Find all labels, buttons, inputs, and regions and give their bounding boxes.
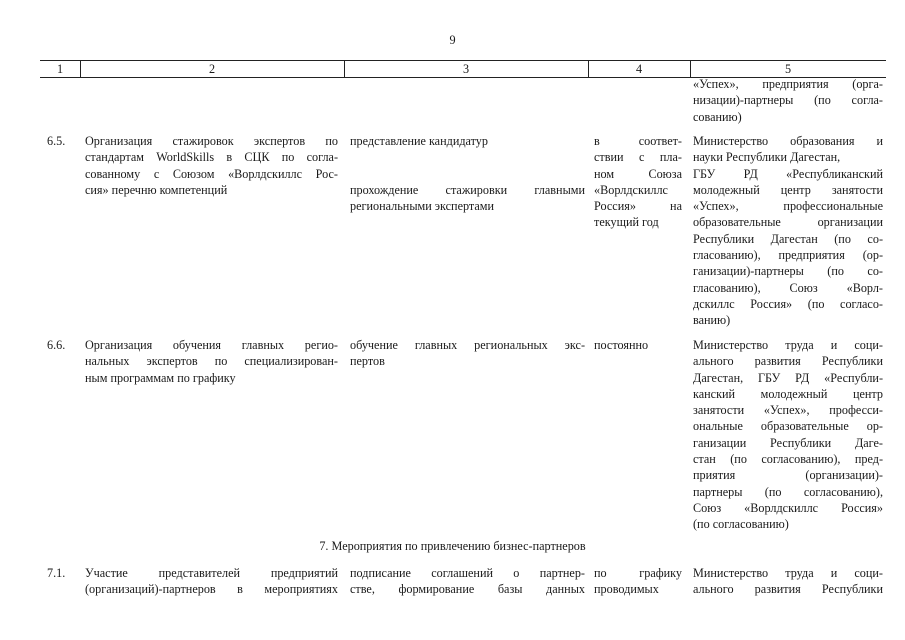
row-6-5-col3-b bbox=[350, 182, 585, 215]
text-line: Дагестан, ГБУ РД «Республи- bbox=[693, 370, 883, 385]
text-line: (по согласованию) bbox=[693, 517, 789, 532]
text-line: науки Республики Дагестан, bbox=[693, 150, 841, 165]
text-line: гласованию), Союз «Ворл- bbox=[693, 280, 883, 295]
text-line: в соответ- bbox=[594, 134, 682, 148]
text-line: дскиллс Россия» (по согласо- bbox=[693, 296, 883, 311]
text-line: ГБУ РД «Республиканский bbox=[693, 166, 883, 181]
text-line: «Успех», предприятия (орга- bbox=[693, 77, 883, 91]
text-line: по графику bbox=[594, 566, 682, 580]
row-6-6-col3 bbox=[350, 337, 585, 370]
text-line: Организация обучения главных регио- bbox=[85, 338, 338, 352]
text-line: стан (по согласованию), пред- bbox=[693, 452, 883, 467]
row-6-5-col3-a bbox=[350, 133, 585, 149]
text-line: проводимых bbox=[594, 582, 659, 597]
row-number: 6.6. bbox=[47, 338, 66, 352]
column-header-3: 3 bbox=[462, 62, 470, 76]
text-line: образовательные организации bbox=[693, 215, 883, 230]
text-line: прохождение стажировки главными bbox=[350, 183, 585, 197]
column-header-4: 4 bbox=[635, 62, 643, 76]
row-number: 7.1. bbox=[47, 566, 66, 580]
text-line: гласованию), предприятия (ор- bbox=[693, 248, 883, 263]
text-line: сия» перечню компетенций bbox=[85, 182, 228, 197]
row-6-5-col5 bbox=[693, 133, 883, 329]
text-line: текущий год bbox=[594, 215, 659, 230]
text-line: «Ворлдскиллс bbox=[594, 182, 668, 197]
text-line: Министерство труда и соци- bbox=[693, 338, 883, 352]
text-line: ального развития Республики bbox=[693, 582, 883, 597]
row-number: 6.5. bbox=[47, 134, 66, 148]
text-line: молодежный центр занятости bbox=[693, 182, 883, 197]
text-line: сованному с Союзом «Ворлдскиллс Рос- bbox=[85, 166, 338, 181]
row-7-1-col3 bbox=[350, 565, 585, 598]
text-line: ствии с пла- bbox=[594, 150, 682, 165]
text-line: Россия» на bbox=[594, 199, 682, 214]
page-number: 9 bbox=[449, 33, 456, 47]
text-line: приятия (организации)- bbox=[693, 468, 883, 483]
text-line: Министерство образования и bbox=[693, 134, 883, 148]
text-line: подписание соглашений о партнер- bbox=[350, 566, 585, 580]
text-line: ванию) bbox=[693, 313, 731, 328]
text-line: ным программам по графику bbox=[85, 370, 236, 385]
text-line: Министерство труда и соци- bbox=[693, 566, 883, 580]
continuation-col5 bbox=[693, 76, 883, 125]
row-7-1-col2 bbox=[85, 565, 338, 598]
text-line: региональными экспертами bbox=[350, 199, 495, 214]
row-6-5-col2 bbox=[85, 133, 338, 198]
text-line: партнеры (по согласованию), bbox=[693, 484, 883, 499]
text-line: Участие представителей предприятий bbox=[85, 566, 338, 580]
text-line: ганизации Республики Даге- bbox=[693, 435, 883, 450]
text-line: нальных экспертов по специализирован- bbox=[85, 354, 338, 369]
text-line: Организация стажировок экспертов по bbox=[85, 134, 338, 148]
column-header-2: 2 bbox=[208, 62, 216, 76]
text-line: ального развития Республики bbox=[693, 354, 883, 369]
row-6-6-col5 bbox=[693, 337, 883, 533]
text-line: обучение главных региональных экс- bbox=[350, 338, 585, 352]
text-line: ональные образовательные ор- bbox=[693, 419, 883, 434]
text-line: «Успех», профессиональные bbox=[693, 199, 883, 214]
text-line: занятости «Успех», професси- bbox=[693, 403, 883, 418]
text-line: постоянно bbox=[594, 338, 649, 352]
row-7-1-col5 bbox=[693, 565, 883, 598]
column-header-5: 5 bbox=[784, 62, 792, 76]
row-6-6-col2 bbox=[85, 337, 338, 386]
row-7-1-col4 bbox=[594, 565, 682, 598]
text-line: (организаций)-партнеров в мероприятиях bbox=[85, 582, 338, 597]
text-line: канский молодежный центр bbox=[693, 386, 883, 401]
text-line: стандартам WorldSkills в СЦК по согла- bbox=[85, 150, 338, 165]
text-line: пертов bbox=[350, 354, 385, 369]
text-line: Республики Дагестан (по со- bbox=[693, 231, 883, 246]
section-title: 7. Мероприятия по привлечению бизнес-партнеров bbox=[319, 539, 586, 553]
text-line: ном Союза bbox=[594, 166, 682, 181]
text-line: сованию) bbox=[693, 109, 742, 124]
text-line: стве, формирование базы данных bbox=[350, 582, 585, 597]
row-6-6-col4 bbox=[594, 337, 682, 353]
row-6-5-col4 bbox=[594, 133, 682, 231]
column-header-1: 1 bbox=[56, 62, 64, 76]
text-line: Союз «Ворлдскиллс Россия» bbox=[693, 500, 883, 515]
text-line: низации)-партнеры (по согла- bbox=[693, 93, 883, 108]
text-line: ганизации)-партнеры (по со- bbox=[693, 264, 883, 279]
text-line: представление кандидатур bbox=[350, 134, 488, 148]
